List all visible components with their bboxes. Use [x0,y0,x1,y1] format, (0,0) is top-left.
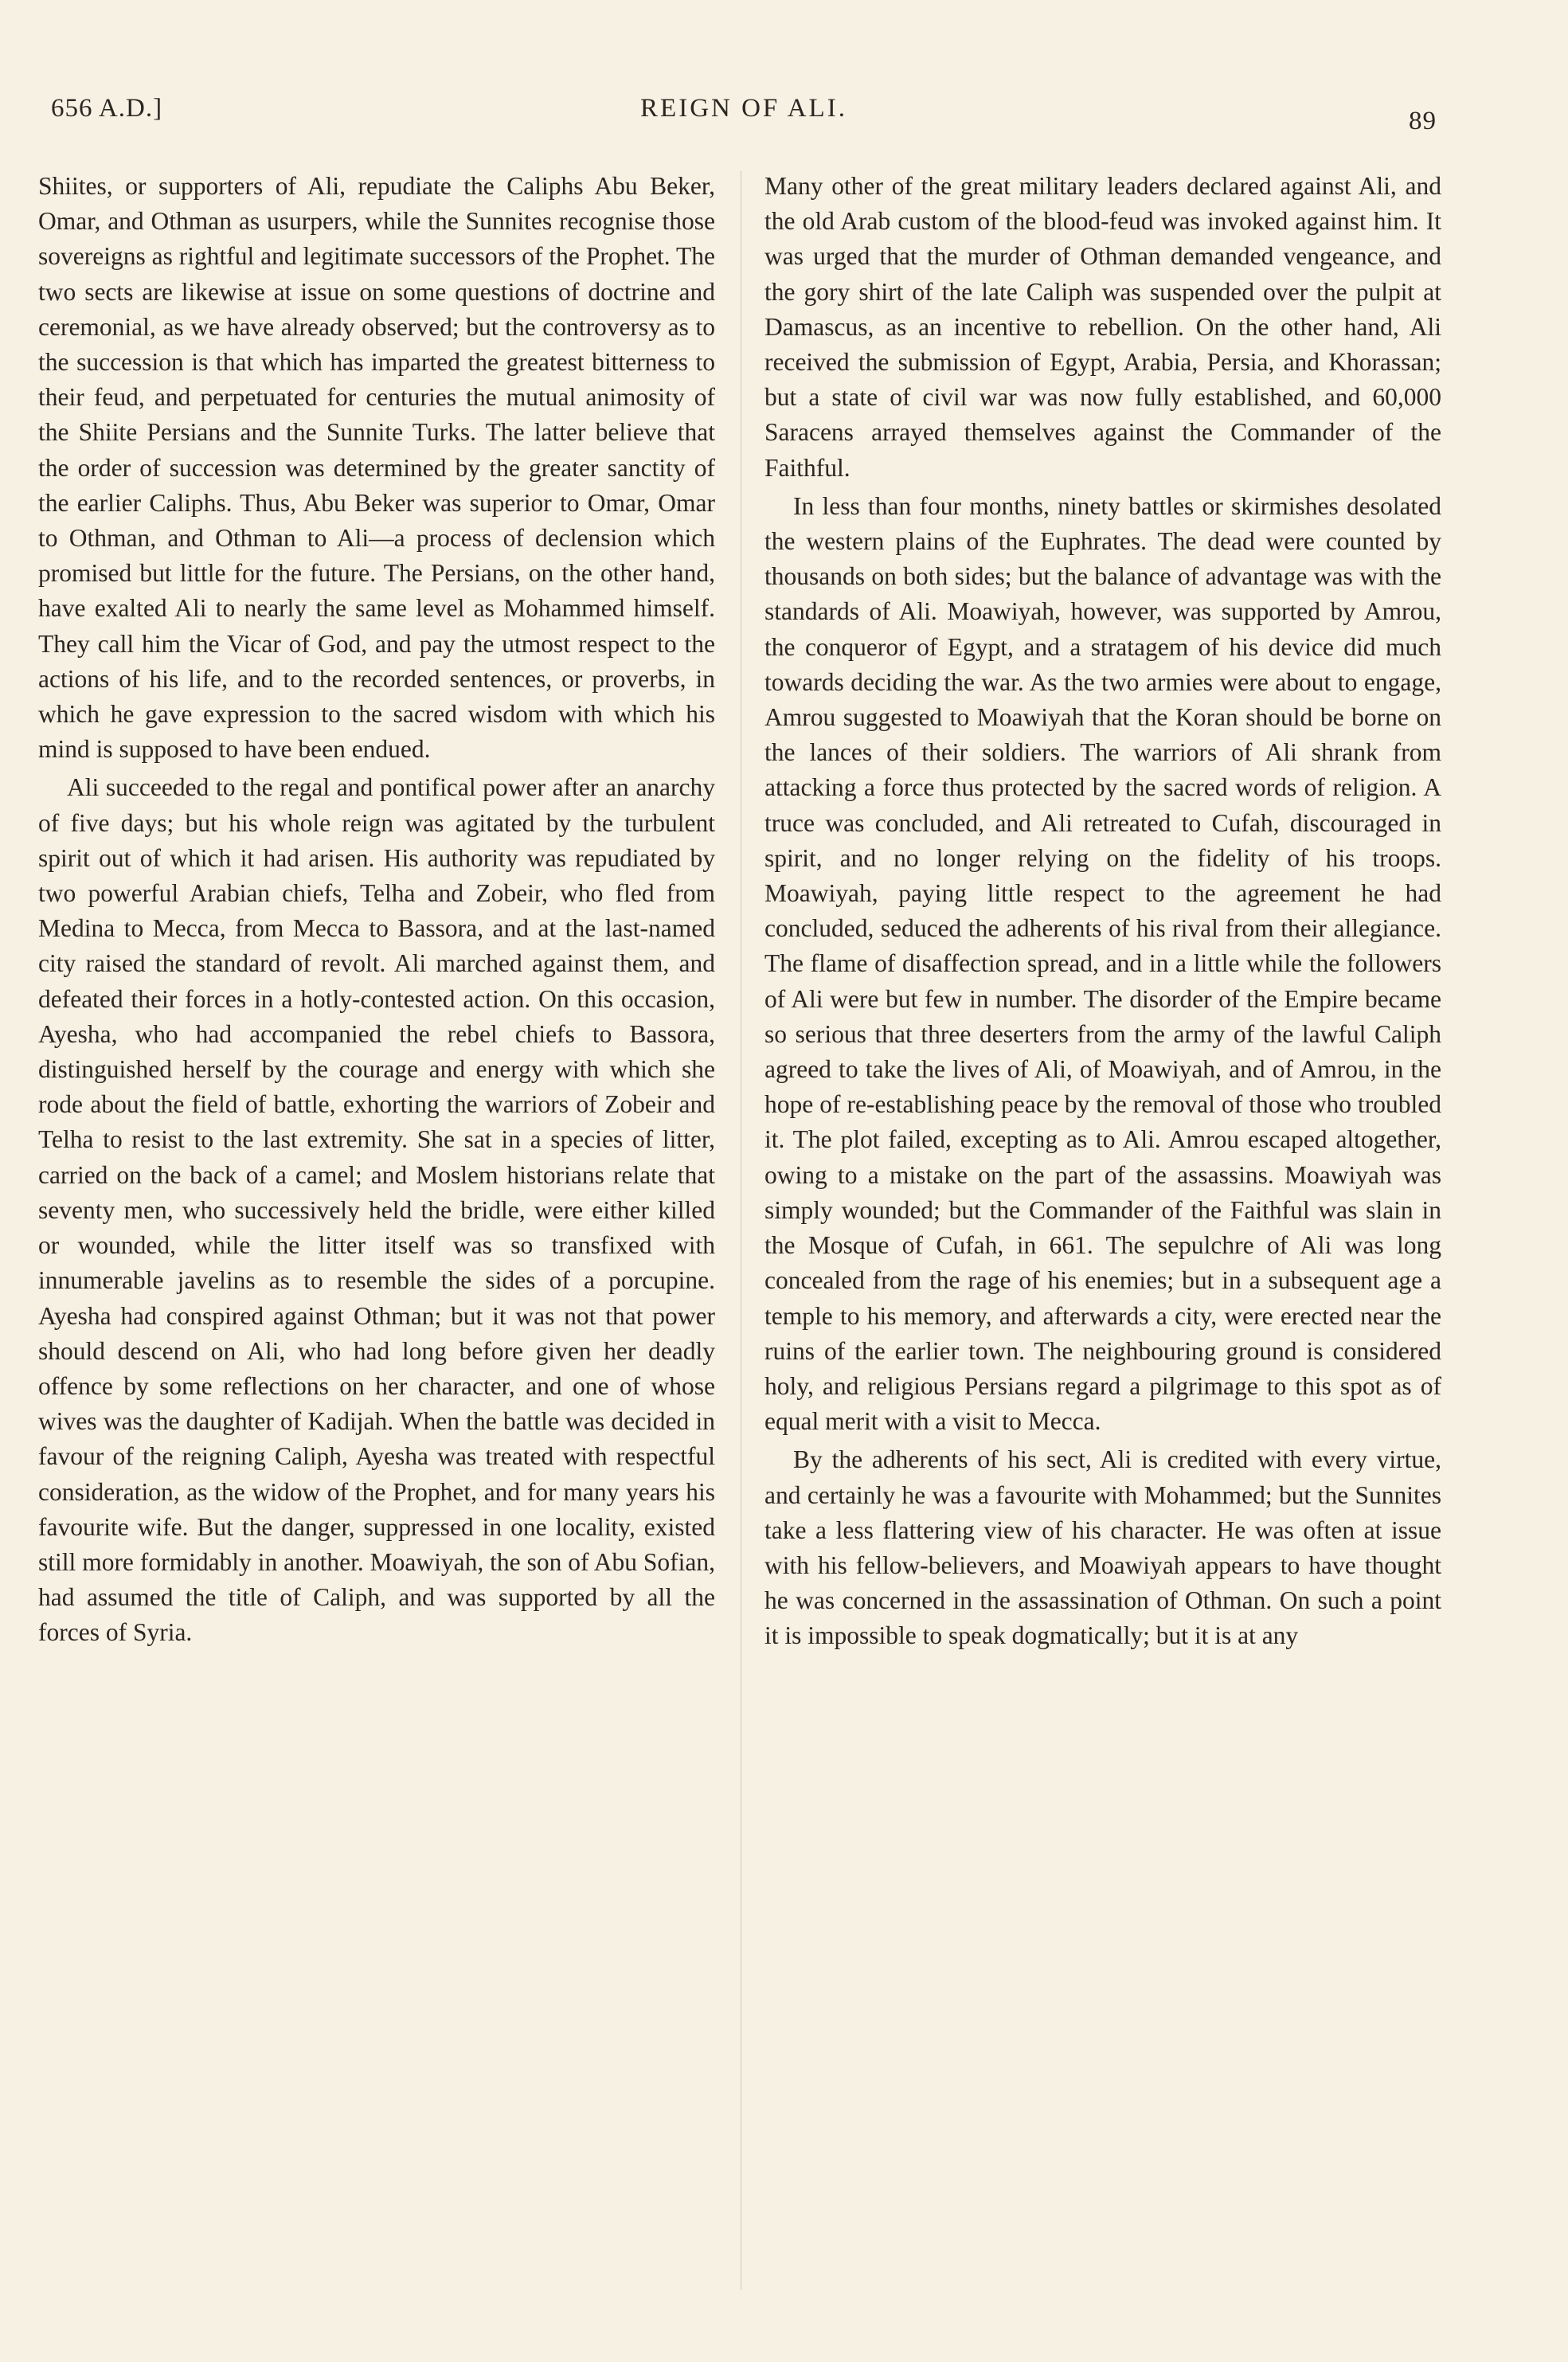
running-head-title: REIGN OF ALI. [640,94,847,123]
running-head-date: 656 A.D.] [51,94,163,123]
paragraph: Many other of the great military leaders declared against Ali, and the old Arab custom of the blood-feud was invoked against him. It was urged that the murder of Othman demanded vengeance, and the gory shirt of the late Caliph was suspended over the pulpit at Damascus, as an incentive to rebellion. On the other hand, Ali received the submission of Egypt, Arabia, Persia, and Khorassan; but a state of civil war was now fully established, and 60,000 Saracens arrayed themselves against the Commander of the Faithful. [764,172,1441,482]
paragraph: Shiites, or supporters of Ali, repudiate the Caliphs Abu Beker, Omar, and Othman as usurpers, while the Sunnites recognise those sovereigns as rightful and legitimate successors of the Prophet. The two sects are likewise at issue on some questions of doctrine and ceremonial, as we have already observed; but the controversy as to the succession is that which has imparted the greatest bitterness to their feud, and perpetuated for centuries the mutual animosity of the Shiite Persians and the Sunnite Turks. The latter believe that the order of succession was determined by the greater sanctity of the earlier Caliphs. Thus, Abu Beker was superior to Omar, Omar to Othman, and Othman to Ali—a process of declension which promised but little for the future. The Persians, on the other hand, have exalted Ali to nearly the same level as Mohammed himself. They call him the Vicar of God, and pay the utmost respect to the actions of his life, and to the recorded sentences, or proverbs, in which he gave expression to the sacred wisdom with which his mind is supposed to have been endued. [38,172,715,764]
left-column [38,169,715,1651]
running-head [51,86,1437,134]
paragraph: Ali succeeded to the regal and pontifical power after an anarchy of five days; but his whole reign was agitated by the turbulent spirit out of which it had arisen. His authority was repudiated by two powerful Arabian chiefs, Telha and Zobeir, who fled from Medina to Mecca, from Mecca to Bassora, and at the last-named city raised the standard of revolt. Ali marched against them, and defeated their forces in a hotly-contested action. On this occasion, Ayesha, who had accompanied the rebel chiefs to Bassora, distinguished herself by the courage and energy with which she rode about the field of battle, exhorting the warriors of Zobeir and Telha to resist to the last extremity. She sat in a species of litter, carried on the back of a camel; and Moslem historians relate that seventy men, who successively held the bridle, were either killed or wounded, while the litter itself was so transfixed with innumerable javelins as to resemble the sides of a porcupine. Ayesha had conspired against Othman; but it was not that power should descend on Ali, who had long before given her deadly offence by some reflections on her character, and one of whose wives was the daughter of Kadijah. When the battle was decided in favour of the reigning Caliph, Ayesha was treated with respectful consideration, as the widow of the Prophet, and for many years his favourite wife. But the danger, suppressed in one locality, existed still more formidably in another. Moawiyah, the son of Abu Sofian, had assumed the title of Caliph, and was supported by all the forces of Syria. [38,773,715,1647]
page-number: 89 [1409,107,1437,135]
paragraph: By the adherents of his sect, Ali is credited with every virtue, and certainly he was a favourite with Mohammed; but the Sunnites take a less flattering view of his character. He was often at issue with his fellow-believers, and Moawiyah appears to have thought he was concerned in the assassination of Othman. On such a point it is impossible to speak dogmatically; but it is at any [764,1445,1441,1650]
right-column [764,169,1441,1654]
paragraph: In less than four months, ninety battles or skirmishes desolated the western plains of the Euphrates. The dead were counted by thousands on both sides; but the balance of advantage was with the standards of Ali. Moawiyah, however, was supported by Amrou, the conqueror of Egypt, and a stratagem of his device did much towards deciding the war. As the two armies were about to engage, Amrou suggested to Moawiyah that the Koran should be borne on the lances of their soldiers. The warriors of Ali shrank from attacking a force thus protected by the sacred words of religion. A truce was concluded, and Ali retreated to Cufah, discouraged in spirit, and no longer relying on the fidelity of his troops. Moawiyah, paying little respect to the agreement he had concluded, seduced the adherents of his rival from their allegiance. The flame of disaffection spread, and in a little while the followers of Ali were but few in number. The disorder of the Empire became so serious that three deserters from the army of the lawful Caliph agreed to take the lives of Ali, of Moawiyah, and of Amrou, in the hope of re-establishing peace by the removal of those who troubled it. The plot failed, excepting as to Ali. Amrou escaped altogether, owing to a mistake on the part of the assassins. Moawiyah was simply wounded; but the Commander of the Faithful was slain in the Mosque of Cufah, in 661. The sepulchre of Ali was long concealed from the rage of his enemies; but in a subsequent age a temple to his memory, and afterwards a city, were erected near the ruins of the earlier town. The neighbouring ground is considered holy, and religious Persians regard a pilgrimage to this spot as of equal merit with a visit to Mecca. [764,491,1441,1436]
